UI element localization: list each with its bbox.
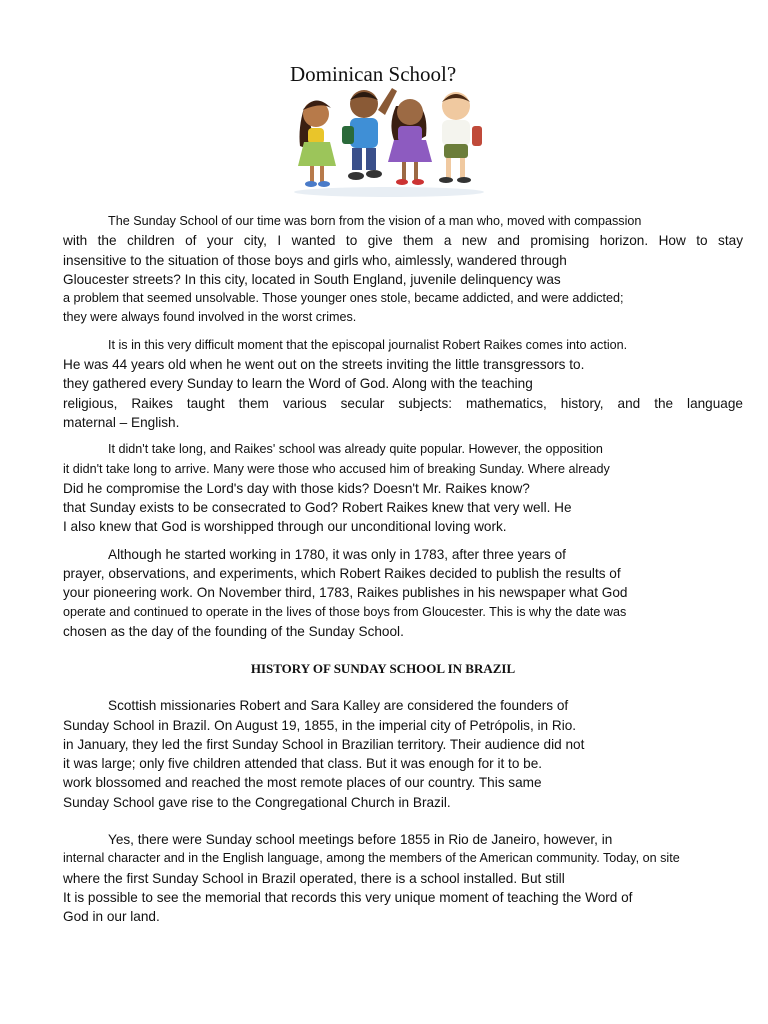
section-heading: HISTORY OF SUNDAY SCHOOL IN BRAZIL <box>250 661 516 677</box>
text-line: they gathered every Sunday to learn the Word of God. Along with the teaching <box>63 376 533 392</box>
text-line: maternal – English. <box>63 414 180 430</box>
text-line: Did he compromise the Lord's day with those kids? Doesn't Mr. Raikes know? <box>63 480 530 496</box>
child-figure-4 <box>439 92 482 183</box>
text-line: that Sunday exists to be consecrated to God? Robert Raikes knew that very well. He <box>63 500 572 516</box>
child-figure-1 <box>298 100 336 187</box>
paragraph-rio-memorial <box>63 830 743 926</box>
text-line: internal character and in the English language, among the members of the American community. Today, on site <box>63 851 680 866</box>
paragraph-founding-date <box>63 545 743 641</box>
text-line: where the first Sunday School in Brazil operated, there is a school installed. But still <box>63 870 565 886</box>
text-line: Gloucester streets? In this city, located in South England, juvenile delinquency was <box>63 271 561 287</box>
text-line: Although he started working in 1780, it was only in 1783, after three years of <box>108 546 566 562</box>
text-line: I also knew that God is worshipped through our unconditional loving work. <box>63 519 507 535</box>
text-line: The Sunday School of our time was born from the vision of a man who, moved with compassion <box>108 214 642 228</box>
text-line: they were always found involved in the worst crimes. <box>63 310 357 325</box>
text-line: insensitive to the situation of those boys and girls who, aimlessly, wandered through <box>63 252 567 268</box>
text-line: prayer, observations, and experiments, which Robert Raikes decided to publish the results of <box>63 566 621 582</box>
text-line: He was 44 years old when he went out on the streets inviting the little transgressors to. <box>63 357 585 373</box>
text-line: with the children of your city, I wanted to give them a new and promising horizon. How to stay <box>63 233 743 249</box>
header-illustration <box>286 58 492 198</box>
text-line: a problem that seemed unsolvable. Those younger ones stole, became addicted, and were addicted; <box>63 291 624 306</box>
article-body <box>63 212 743 927</box>
children-illustration <box>286 80 492 198</box>
text-line: God in our land. <box>63 909 160 925</box>
text-line: Yes, there were Sunday school meetings before 1855 in Rio de Janeiro, however, in <box>108 832 613 848</box>
text-line: religious, Raikes taught them various secular subjects: mathematics, history, and the language <box>63 395 743 411</box>
text-line: chosen as the day of the founding of the Sunday School. <box>63 623 404 639</box>
text-line: It didn't take long, and Raikes' school was already quite popular. However, the opposition <box>108 442 603 457</box>
child-figure-2 <box>342 88 397 180</box>
text-line: your pioneering work. On November third, 1783, Raikes publishes in his newspaper what God <box>63 585 628 601</box>
text-line: Sunday School in Brazil. On August 19, 1855, in the imperial city of Petrópolis, in Rio. <box>63 717 577 733</box>
text-line: Sunday School gave rise to the Congregational Church in Brazil. <box>63 794 451 810</box>
text-line: Scottish missionaries Robert and Sara Kalley are considered the founders of <box>108 698 569 714</box>
paragraph-kalley-founders <box>63 696 743 812</box>
text-line: in January, they led the first Sunday School in Brazilian territory. Their audience did not <box>63 736 585 752</box>
paragraph-raikes-action <box>63 336 743 432</box>
paragraph-opposition <box>63 440 743 536</box>
text-line: it didn't take long to arrive. Many were those who accused him of breaking Sunday. Where already <box>63 461 610 476</box>
paragraph-origin <box>63 212 743 328</box>
text-line: It is possible to see the memorial that records this very unique moment of teaching the Word of <box>63 889 633 905</box>
text-line: it was large; only five children attended that class. But it was enough for it to be. <box>63 756 543 772</box>
text-line: work blossomed and reached the most remote places of our country. This same <box>63 775 542 791</box>
header-title: Dominican School? <box>290 62 457 86</box>
text-line: It is in this very difficult moment that the episcopal journalist Robert Raikes comes into action. <box>108 337 628 352</box>
child-figure-3 <box>388 99 432 185</box>
text-line: operate and continued to operate in the lives of those boys from Gloucester. This is why the date was <box>63 604 627 619</box>
